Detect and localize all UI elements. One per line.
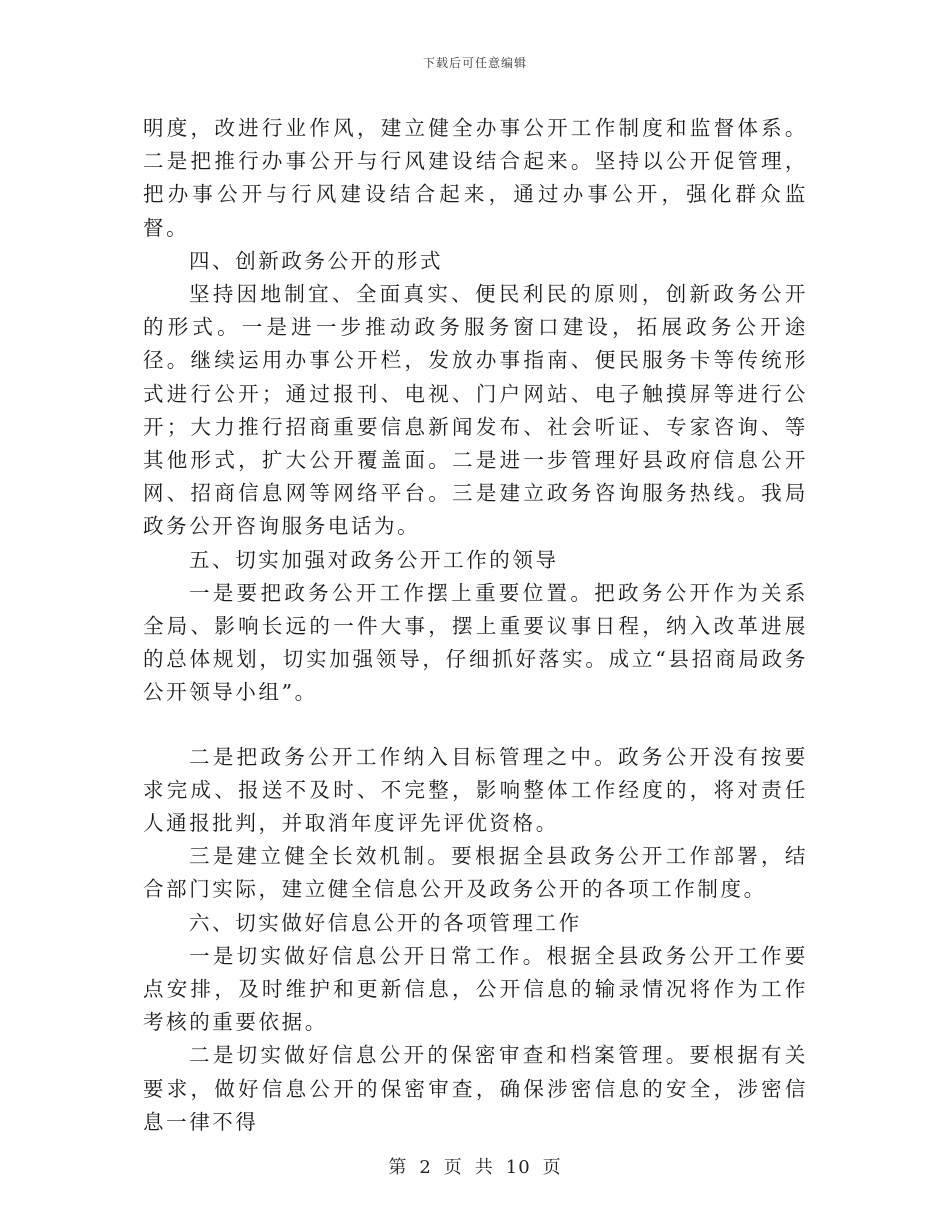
paragraph: 三是建立健全长效机制。要根据全县政务公开工作部署，结合部门实际，建立健全信息公开及政务公开的各项工作制度。 [143, 844, 808, 902]
total-pages: 10 [505, 1157, 531, 1178]
paragraph: 二是把政务公开工作纳入目标管理之中。政务公开没有按要求完成、报送不及时、不完整，影响整体工作经度的，将对责任人通报批判，并取消年度评先评优资格。 [143, 744, 808, 836]
footer-label-page: 页 [443, 1157, 463, 1178]
paragraph: 二是切实做好信息公开的保密审查和档案管理。要根据有关要求，做好信息公开的保密审查，确保涉密信息的安全，涉密信息一律不得 [143, 1043, 808, 1134]
paragraph: 一是切实做好信息公开日常工作。根据全县政务公开工作要点安排，及时维护和更新信息，公开信息的输录情况将作为工作考核的重要依据。 [143, 943, 808, 1035]
paragraph: 坚持因地制宜、全面真实、便民利民的原则，创新政务公开的形式。一是进一步推动政务服务窗口建设，拓展政务公开途径。继续运用办事公开栏，发放办事指南、便民服务卡等传统形式进行公开；通过报刊、电视、门户网站、电子触摸屏等进行公开；大力推行招商重要信息新闻发布、社会听证、专家咨询、等其他形式，扩大公开覆盖面。二是进一步管理好县政府信息公开网、招商信息网等网络平台。三是建立政务咨询服务热线。我局政务公开咨询服务电话为。 [143, 282, 808, 539]
page-number: 2 [419, 1157, 432, 1178]
section-heading-4: 四、创新政务公开的形式 [189, 248, 444, 273]
page-footer [0, 1153, 950, 1179]
footer-label-prefix: 第 [388, 1157, 408, 1178]
document-body [143, 112, 808, 1139]
paragraph-continuation: 明度，改进行业作风，建立健全办事公开工作制度和监督体系。二是把推行办事公开与行风建设结合起来。坚持以公开促管理，把办事公开与行风建设结合起来，通过办事公开，强化群众监督。 [143, 116, 808, 240]
footer-label-suffix: 页 [542, 1157, 562, 1178]
paragraph: 一是要把政务公开工作摆上重要位置。把政务公开作为关系全局、影响长远的一件大事，摆上重要议事日程，纳入改革进展的总体规划，切实加强领导，仔细抓好落实。成立“县招商局政务公开领导小组”。 [143, 580, 808, 705]
section-heading-5: 五、切实加强对政务公开工作的领导 [189, 547, 559, 572]
page-header: 下载后可任意编辑 [422, 56, 527, 70]
section-heading-6: 六、切实做好信息公开的各项管理工作 [189, 910, 582, 935]
footer-label-total: 共 [474, 1157, 494, 1178]
